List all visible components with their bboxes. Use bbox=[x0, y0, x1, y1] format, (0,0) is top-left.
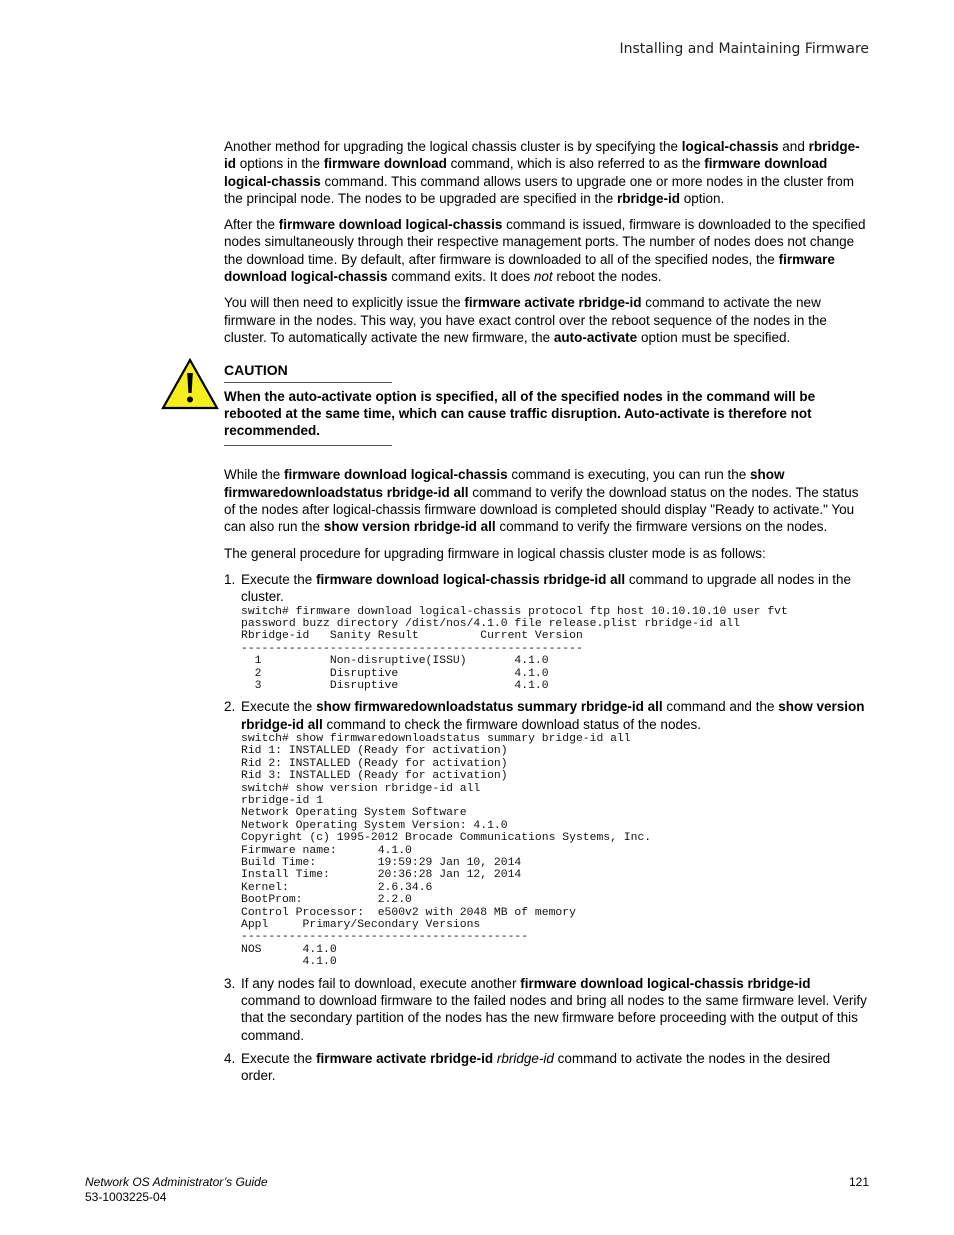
bold-term: show firmwaredownloadstatus rbridge-id all bbox=[224, 467, 785, 500]
page-body bbox=[224, 138, 868, 1090]
text: command to check the firmware download status of the nodes. bbox=[322, 716, 701, 732]
bold-term: firmware activate rbridge-id bbox=[464, 295, 642, 311]
footer-doc-title: Network OS Administrator’s Guide bbox=[85, 1175, 268, 1189]
warning-triangle-icon bbox=[161, 358, 219, 410]
text: command to activate the nodes in the desired order. bbox=[241, 1050, 831, 1084]
text: Execute the bbox=[241, 571, 317, 587]
bold-term: firmware download logical-chassis bbox=[284, 467, 508, 483]
text: command is executing, you can run the bbox=[507, 467, 750, 483]
text: command to activate the new firmware in the nodes. This way, you have exact control over the reboot sequence of the nodes in the cluster. To automatically activate the new firmware, the bbox=[224, 295, 827, 345]
text: reboot the nodes. bbox=[552, 269, 662, 285]
step-number: 4. bbox=[224, 1050, 236, 1066]
text: Execute the bbox=[241, 699, 317, 715]
italic-term: rbridge-id bbox=[496, 1050, 554, 1066]
bold-term: auto-activate bbox=[553, 329, 638, 345]
bold-term: firmware activate rbridge-id bbox=[316, 1050, 494, 1066]
text: command, which is also referred to as the bbox=[446, 156, 705, 172]
bold-term: rbridge-id bbox=[617, 190, 681, 206]
text: command exits. It does bbox=[387, 269, 534, 285]
text: After the bbox=[224, 217, 279, 233]
step-4 bbox=[224, 1050, 868, 1085]
text: command is issued, firmware is downloaded to the specified nodes simultaneously through their respective management ports. The number of nodes does not change the download time. By default, after firmware is downloaded to all of the specified nodes, the bbox=[224, 217, 866, 267]
bold-term: firmware download logical-chassis bbox=[224, 156, 828, 189]
step-3 bbox=[224, 975, 868, 1044]
caution-block bbox=[224, 362, 868, 446]
text: options in the bbox=[236, 156, 324, 172]
bold-term: show version rbridge-id all bbox=[323, 519, 496, 535]
text: You will then need to explicitly issue the bbox=[224, 295, 465, 311]
text: command. This command allows users to upgrade one or more nodes in the cluster from the principal node. The nodes to be upgraded are specified in the bbox=[224, 173, 855, 206]
bold-term: firmware download bbox=[323, 156, 447, 172]
caution-bottom-rule bbox=[224, 445, 392, 446]
caution-text: When the auto-activate option is specified, all of the specified nodes in the command will be rebooted at the same time, which can cause traffic disruption. Auto-activate is therefore not recommended. bbox=[224, 388, 816, 439]
step-2 bbox=[224, 698, 868, 968]
bold-term: firmware download logical-chassis rbridge-id bbox=[520, 975, 811, 991]
text: option must be specified. bbox=[637, 329, 791, 345]
text: Another method for upgrading the logical chassis cluster is by specifying the bbox=[224, 139, 682, 154]
caution-title: CAUTION bbox=[224, 362, 288, 379]
step-number: 2. bbox=[224, 699, 236, 715]
bold-term: logical-chassis bbox=[681, 139, 779, 154]
text: Execute the bbox=[241, 1050, 317, 1066]
page-number: 121 bbox=[848, 1175, 869, 1189]
bold-term: firmware download logical-chassis rbridge-id all bbox=[316, 571, 626, 587]
bold-term: firmware download logical-chassis bbox=[224, 251, 835, 285]
footer-doc-number: 53-1003225-04 bbox=[85, 1190, 167, 1204]
bold-term: show firmwaredownloadstatus summary rbridge-id all bbox=[316, 699, 663, 715]
paragraph-logical-chassis-method bbox=[224, 138, 868, 207]
paragraph-activate bbox=[224, 294, 868, 346]
procedure-steps bbox=[224, 571, 868, 1085]
step-number: 1. bbox=[224, 571, 236, 587]
bold-term: rbridge-id bbox=[224, 139, 860, 172]
text: and bbox=[778, 139, 809, 154]
step-1 bbox=[224, 571, 868, 692]
text: command to verify the download status on the nodes. The status of the nodes after logical-chassis firmware download is completed should display "Ready to activate." You can also run the bbox=[224, 484, 859, 535]
text: option. bbox=[680, 190, 725, 206]
bold-term: show version rbridge-id all bbox=[241, 699, 865, 732]
code-block-show-status: switch# show firmwaredownloadstatus summary bridge-id all Rid 1: INSTALLED (Ready for activation) Rid 2: INSTALLED (Ready for activation) Rid 3: INSTALLED (Ready for activation) switch# show version rbridge-id all rbridge-id 1 Network Operating System Software Network Operating System Version: 4.1.0 Copyright (c) 1995-2012 Brocade Communications Systems, Inc. Firmware name: 4.1.0 Build Time: 19:59:29 Jan 10, 2014 Install Time: 20:36:28 Jan 12, 2014 Kernel: 2.6.34.6 BootProm: 2.2.0 Control Processor: e500v2 with 2048 MB of memory Appl Primary/Secondary Versions ------------------------------------------ NOS 4.1.0 4.1.0 bbox=[241, 732, 652, 969]
page-footer bbox=[85, 1175, 869, 1205]
text: command and the bbox=[662, 699, 779, 715]
text: command to download firmware to the failed nodes and bring all nodes to the same firmware level. Verify that the secondary partition of the nodes has the new firmware before proceeding with the output of this command. bbox=[241, 992, 867, 1043]
paragraph-after-command bbox=[224, 216, 868, 285]
text: command to verify the firmware versions on the nodes. bbox=[495, 519, 828, 535]
text: command to upgrade all nodes in the cluster. bbox=[241, 571, 852, 605]
paragraph-procedure-intro: The general procedure for upgrading firmware in logical chassis cluster mode is as follows: bbox=[224, 545, 766, 561]
running-header: Installing and Maintaining Firmware bbox=[619, 41, 869, 57]
code-block-firmware-download: switch# firmware download logical-chassis protocol ftp host 10.10.10.10 user fvt password buzz directory /dist/nos/4.1.0 file release.plist rbridge-id all Rbridge-id Sanity Result Current Version -------------------------------------------------- 1 Non-disruptive(ISSU) 4.1.0 2 Disruptive 4.1.0 3 Disruptive 4.1.0 bbox=[241, 605, 788, 692]
step-number: 3. bbox=[224, 975, 236, 991]
text: If any nodes fail to download, execute another bbox=[241, 975, 521, 991]
caution-top-rule bbox=[224, 382, 392, 383]
text: While the bbox=[224, 467, 285, 483]
italic-term: not bbox=[533, 269, 553, 285]
paragraph-while-executing bbox=[224, 466, 868, 535]
bold-term: firmware download logical-chassis bbox=[278, 217, 503, 233]
